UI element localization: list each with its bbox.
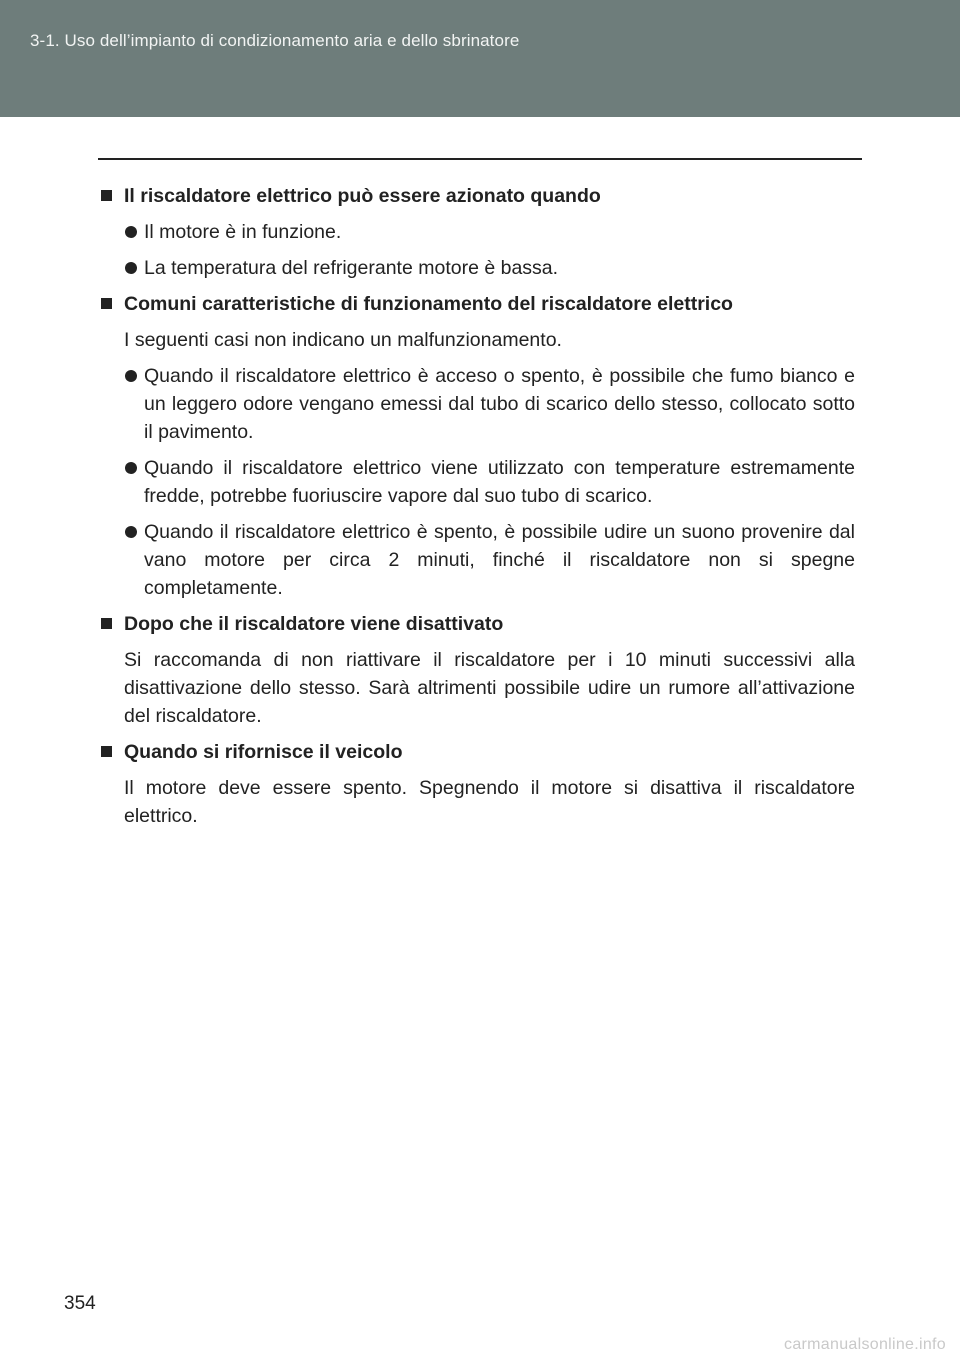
list-item-text: Quando il riscaldatore elettrico è acceso o spento, è possibile che fumo bianco e un leggero odore vengano emessi dal tubo di scarico dello stesso, collocato sotto il pavimento. bbox=[144, 365, 855, 443]
bullet-list bbox=[100, 362, 855, 602]
black-square-icon bbox=[101, 190, 112, 201]
list-item-text: Il motore è in funzione. bbox=[144, 221, 342, 243]
section-heading-text: Comuni caratteristiche di funzionamento del riscaldatore elettrico bbox=[124, 293, 733, 315]
black-square-icon bbox=[101, 618, 112, 629]
section-heading-text: Quando si rifornisce il veicolo bbox=[124, 741, 403, 763]
section-heading-text: Dopo che il riscaldatore viene disattivato bbox=[124, 613, 504, 635]
list-item bbox=[124, 454, 855, 510]
bullet-dot-icon bbox=[125, 262, 137, 274]
top-divider bbox=[98, 158, 862, 160]
section-text: Si raccomanda di non riattivare il riscaldatore per i 10 minuti successivi alla disattivazione dello stesso. Sarà altrimenti possibile udire un rumore all’attivazione del riscaldatore. bbox=[124, 649, 855, 727]
list-item bbox=[124, 218, 855, 246]
bullet-dot-icon bbox=[125, 226, 137, 238]
page-number: 354 bbox=[64, 1293, 96, 1314]
section-heading bbox=[100, 182, 855, 210]
chapter-title: 3-1. Uso dell’impianto di condizionamento aria e dello sbrinatore bbox=[30, 31, 520, 50]
list-item-text: Quando il riscaldatore elettrico è spento, è possibile udire un suono provenire dal vano motore per circa 2 minuti, finché il riscaldatore non si spegne completamente. bbox=[144, 521, 855, 599]
section-heading bbox=[100, 290, 855, 318]
bullet-list bbox=[100, 218, 855, 282]
black-square-icon bbox=[101, 746, 112, 757]
section-heading bbox=[100, 738, 855, 766]
list-item bbox=[124, 518, 855, 602]
content-area bbox=[100, 182, 855, 838]
section-heading bbox=[100, 610, 855, 638]
black-square-icon bbox=[101, 298, 112, 309]
list-item bbox=[124, 362, 855, 446]
section-text: I seguenti casi non indicano un malfunzionamento. bbox=[124, 329, 562, 351]
section-text: Il motore deve essere spento. Spegnendo il motore si disattiva il riscaldatore elettrico. bbox=[124, 777, 855, 827]
bullet-dot-icon bbox=[125, 526, 137, 538]
list-item-text: La temperatura del refrigerante motore è bassa. bbox=[144, 257, 559, 279]
header-band bbox=[0, 0, 960, 117]
list-item-text: Quando il riscaldatore elettrico viene utilizzato con temperature estremamente fredde, potrebbe fuoriuscire vapore dal suo tubo di scarico. bbox=[144, 457, 855, 507]
section-heading-text: Il riscaldatore elettrico può essere azionato quando bbox=[124, 185, 601, 207]
bullet-dot-icon bbox=[125, 462, 137, 474]
bullet-dot-icon bbox=[125, 370, 137, 382]
watermark: carmanualsonline.info bbox=[784, 1336, 946, 1353]
list-item bbox=[124, 254, 855, 282]
